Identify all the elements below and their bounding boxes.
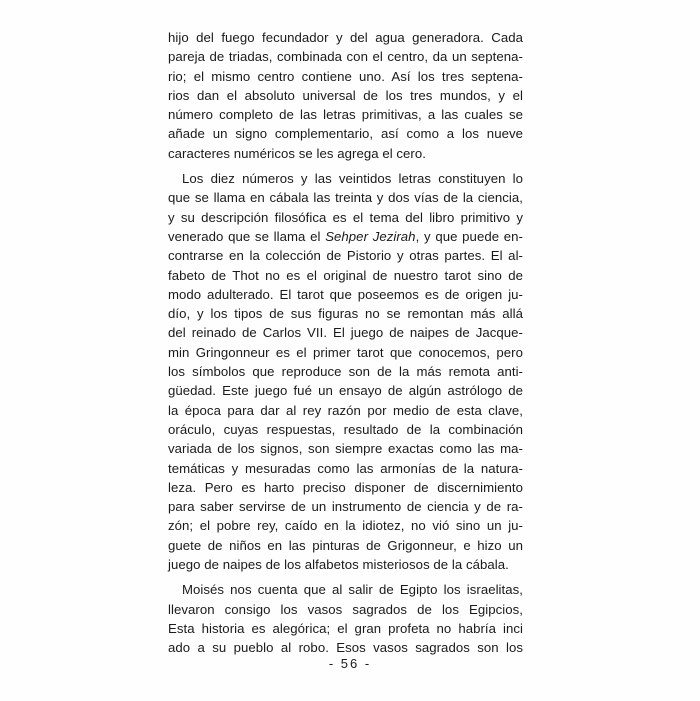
text-line: leza. Pero es harto preciso disponer de discernimiento (168, 479, 523, 495)
text-line: pareja de triadas, combinada con el centro, da un septena- (168, 49, 523, 65)
text-line: Los diez números y las veintidos letras constituyen lo (182, 171, 523, 187)
text-line: añade un signo complementario, así como a los nueve (168, 126, 523, 142)
text-line: guete de niños en las pinturas de Grigonneur, e hizo un (168, 537, 523, 553)
paragraph-3 (168, 580, 523, 657)
text-line: para saber servirse de un instrumento de ciencia y de ra- (168, 499, 523, 515)
body-text (168, 28, 523, 658)
text-line: variada de los signos, son siempre exactas como las ma- (168, 441, 523, 457)
text-line: llevaron consigo los vasos sagrados de los Egipcios, (168, 601, 523, 617)
text-line: y su descripción filosófica es el tema del libro primitivo y (168, 209, 523, 225)
text-line: oráculo, cuyas respuestas, resultado de la combinación (168, 421, 523, 437)
text-line: hijo del fuego fecundador y del agua generadora. Cada (168, 30, 523, 45)
text-line: min Gringonneur es el primer tarot que conocemos, pero (168, 344, 523, 360)
text-line: del reinado de Carlos VII. El juego de naipes de Jacque- (168, 325, 523, 341)
text-line: temáticas y mesuradas como las armonías de la natura- (168, 460, 523, 476)
text-line: rios dan el absoluto universal de los tres mundos, y el (168, 87, 523, 103)
text-line: modo adulterado. El tarot que poseemos es de origen ju- (168, 286, 523, 302)
paragraph-1 (168, 28, 523, 163)
text-line: juego de naipes de los alfabetos misteriosos de la cábala. (168, 557, 509, 573)
page-number: - 56 - (328, 656, 372, 671)
text-line: caracteres numéricos se les agrega el cero. (168, 145, 426, 161)
paragraph-2 (168, 169, 523, 574)
text-line: Moisés nos cuenta que al salir de Egipto los israelitas, (182, 582, 523, 598)
text-line: fabeto de Thot no es el original de nuestro tarot sino de (168, 267, 523, 283)
text-line: venerado que se llama el Sehper Jezirah, y que puede en- (168, 228, 524, 244)
book-title-emphasis: Sehper Jezirah (325, 228, 416, 244)
text-line: ado a su pueblo al robo. Esos vasos sagrados son los (168, 640, 523, 656)
text-line: que se llama en cábala las treinta y dos vías de la ciencia, (168, 190, 523, 206)
text-line: número completo de las letras primitivas, a las cuales se (168, 107, 523, 123)
text-line: la época para dar al rey razón por medio de esta clave, (168, 402, 523, 418)
text-line: contrarse en la colección de Pistorio y otras partes. El al- (168, 248, 523, 264)
text-line: los símbolos que reproduce son de la más remota anti- (168, 364, 523, 380)
text-line: Esta historia es alegórica; el gran profeta no habría inci (168, 620, 523, 636)
text-line: güedad. Este juego fué un ensayo de algún astrólogo de (168, 383, 523, 399)
faint-watermark: ​ (127, 456, 133, 519)
text-line: zón; el pobre rey, caído en la idiotez, no vió sino un ju- (168, 518, 523, 534)
text-line: dío, y los tipos de sus figuras no se remontan más allá (168, 306, 523, 322)
text-line: rio; el mismo centro contiene uno. Así los tres septena- (168, 68, 523, 84)
